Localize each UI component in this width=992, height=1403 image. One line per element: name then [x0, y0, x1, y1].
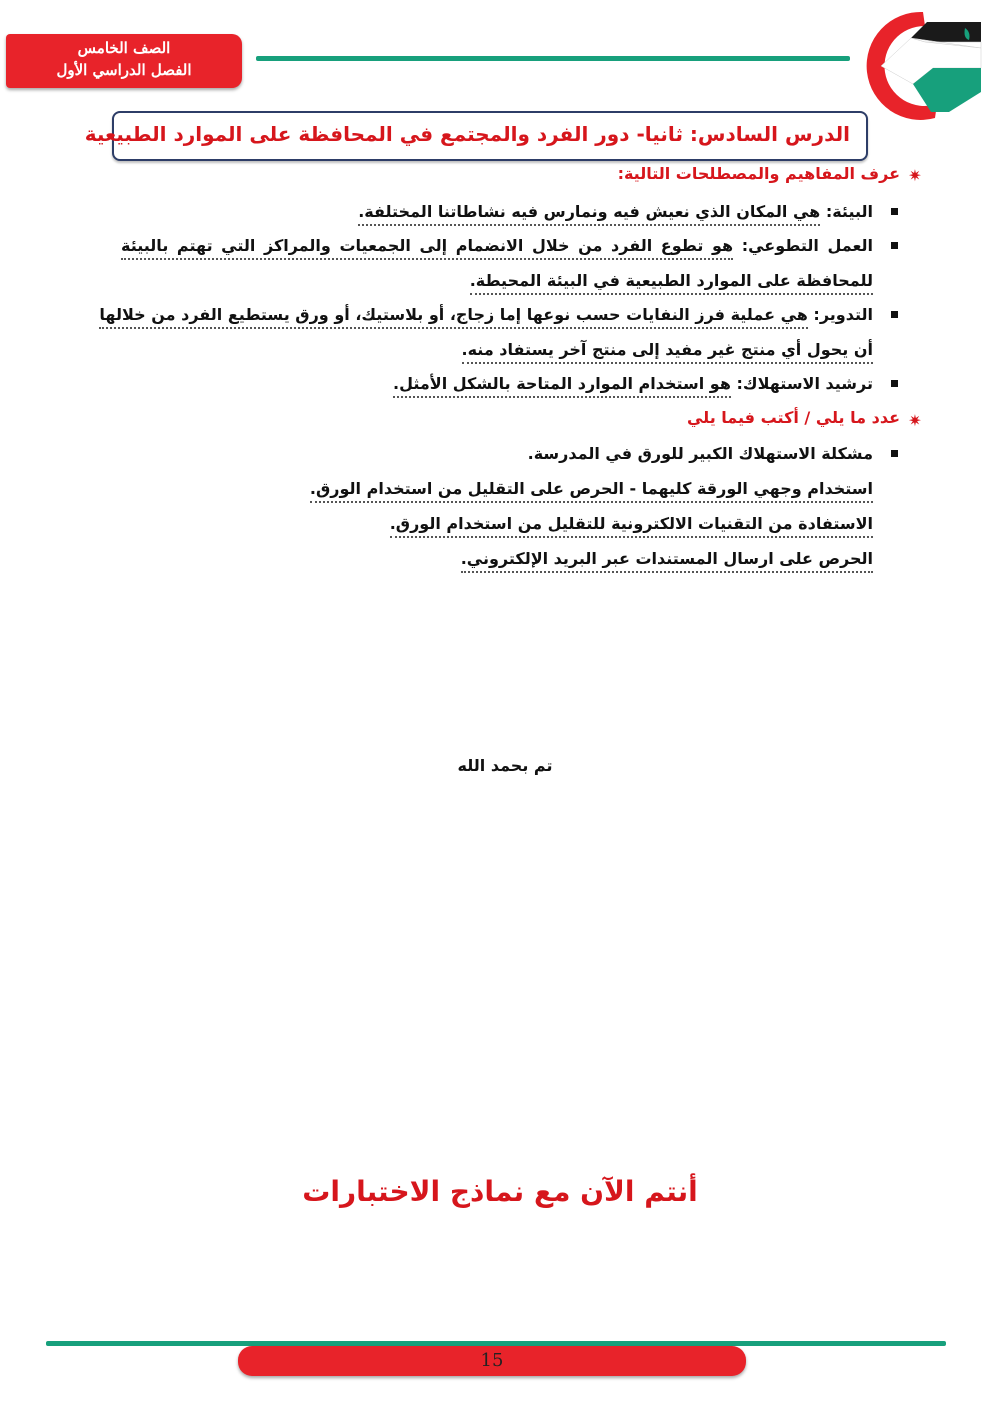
term-label: العمل التطوعي: — [741, 236, 873, 255]
square-bullet-icon — [891, 242, 898, 249]
square-bullet-icon — [891, 208, 898, 215]
definition-volunteering — [121, 235, 873, 257]
exam-models-heading: أنتم الآن مع نماذج الاختبارات — [302, 1175, 698, 1208]
definition-text: للمحافظة على الموارد الطبيعية في البيئة المحيطة. — [470, 271, 873, 295]
page-number-badge — [238, 1346, 746, 1376]
square-bullet-icon — [891, 450, 898, 457]
term-label: الفصل الدراسي الأول — [56, 61, 192, 79]
header-divider — [256, 56, 850, 61]
definition-environment — [358, 201, 873, 223]
section-heading-list: عدد ما يلي / أكتب فيما يلي — [686, 408, 900, 427]
definition-volunteering-cont — [470, 270, 873, 292]
kuwait-map-logo-icon — [853, 8, 987, 120]
definition-recycling-cont — [462, 339, 873, 361]
definition-rationalization — [393, 373, 873, 395]
definition-text: هو استخدام الموارد المتاحة بالشكل الأمثل. — [393, 374, 731, 398]
term-label: البيئة: — [825, 202, 873, 221]
definition-recycling — [99, 304, 873, 326]
answer-line: الحرص على ارسال المستندات عبر البريد الإلكتروني. — [461, 548, 873, 570]
star-bullet-icon: ✷ — [908, 166, 922, 185]
definition-text: هو تطوع الفرد من خلال الانضمام إلى الجمعيات والمراكز التي تهتم بالبيئة — [121, 236, 733, 260]
star-bullet-icon: ✷ — [908, 411, 922, 430]
answer-line: الاستفادة من التقنيات الالكترونية للتقليل من استخدام الورق. — [390, 513, 873, 535]
grade-label: الصف الخامس — [77, 39, 171, 57]
grade-badge — [6, 34, 242, 88]
definition-text: هي المكان الذي نعيش فيه ونمارس فيه نشاطاتنا المختلفة. — [358, 202, 820, 226]
definition-text: هي عملية فرز النفايات حسب نوعها إما زجاج، أو بلاستيك، أو ورق يستطيع الفرد من خلالها — [99, 305, 807, 329]
term-label: ترشيد الاستهلاك: — [736, 374, 873, 393]
answer-line: استخدام وجهي الورقة كليهما - الحرص على التقليل من استخدام الورق. — [310, 478, 873, 500]
square-bullet-icon — [891, 311, 898, 318]
definition-text: أن يحول أي منتج غير مفيد إلى منتج آخر يستفاد منه. — [462, 340, 873, 364]
square-bullet-icon — [891, 380, 898, 387]
closing-text: تم بحمد الله — [457, 756, 553, 775]
page-number: 15 — [480, 1350, 504, 1371]
lesson-title-box — [84, 111, 868, 161]
lesson-title: الدرس السادس: ثانيا- دور الفرد والمجتمع في المحافظة على الموارد الطبيعية — [84, 122, 850, 146]
term-label: التدوير: — [813, 305, 873, 324]
section-heading-definitions: عرف المفاهيم والمصطلحات التالية: — [617, 164, 900, 183]
question-paper-consumption: مشكلة الاستهلاك الكبير للورق في المدرسة. — [527, 444, 873, 463]
